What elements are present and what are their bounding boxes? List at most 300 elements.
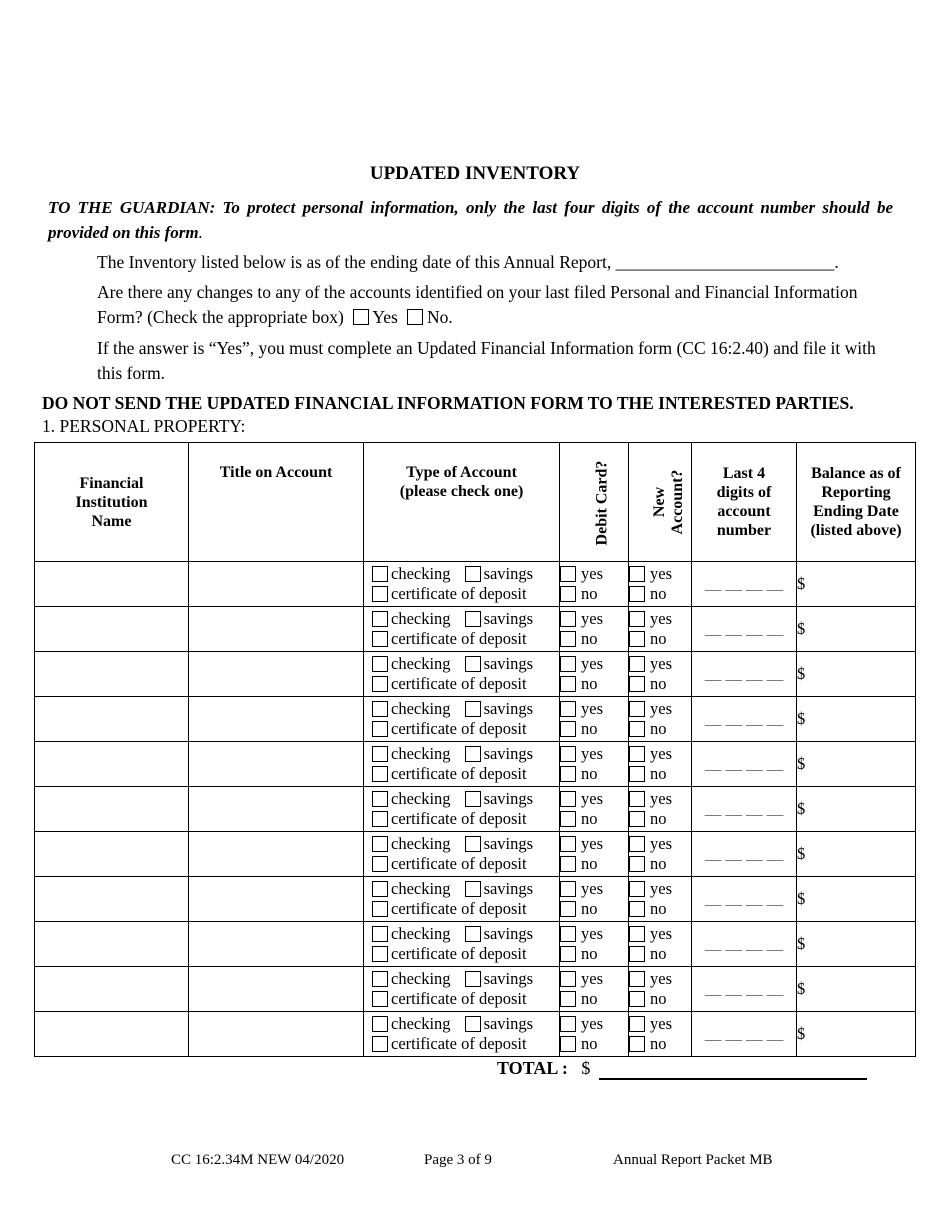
type-line-2 [364, 899, 559, 919]
type-line-1 [364, 609, 559, 629]
title-cell[interactable] [189, 922, 364, 967]
type-line-2 [364, 674, 559, 694]
new-yes-label: yes [650, 564, 672, 583]
new-account-cell [629, 562, 692, 607]
savings-label: savings [483, 1014, 534, 1033]
checking-label: checking [391, 1014, 451, 1033]
last4-cell[interactable]: __ __ __ __ [692, 1012, 797, 1057]
debit-no-label: no [581, 944, 598, 963]
new-no-label: no [650, 584, 667, 603]
new-no-label: no [650, 719, 667, 738]
new-no-checkbox[interactable] [629, 586, 645, 602]
last4-cell[interactable]: __ __ __ __ [692, 697, 797, 742]
checking-label: checking [391, 744, 451, 763]
savings-checkbox[interactable] [465, 611, 481, 627]
debit-no-label: no [581, 629, 598, 648]
cd-label: certificate of deposit [391, 764, 527, 783]
new-no-checkbox[interactable] [629, 811, 645, 827]
type-cell [364, 922, 560, 967]
new-account-cell [629, 607, 692, 652]
new-yes-checkbox[interactable] [629, 926, 645, 942]
type-line-1 [364, 789, 559, 809]
header-new [629, 443, 692, 562]
type-line-2 [364, 854, 559, 874]
new-no-label: no [650, 944, 667, 963]
institution-cell[interactable] [35, 877, 189, 922]
type-cell [364, 877, 560, 922]
checking-checkbox[interactable] [372, 611, 388, 627]
cd-checkbox[interactable] [372, 766, 388, 782]
debit-no-checkbox[interactable] [560, 856, 576, 872]
header-type-label: Type of Account (please check one) [399, 464, 524, 500]
page-title: UPDATED INVENTORY [369, 163, 581, 184]
inventory-statement: The Inventory listed below is as of the ending date of this Annual Report, _________________________. [97, 252, 839, 272]
header-last4-label: Last 4 digits of account number [716, 465, 772, 539]
checking-checkbox[interactable] [372, 971, 388, 987]
type-line-2 [364, 1034, 559, 1054]
new-yes-checkbox[interactable] [629, 701, 645, 717]
checking-label: checking [391, 969, 451, 988]
institution-cell[interactable] [35, 607, 189, 652]
debit-no-checkbox[interactable] [560, 991, 576, 1007]
type-line-2 [364, 809, 559, 829]
type-cell [364, 832, 560, 877]
table-row [35, 787, 916, 832]
debit-yes-checkbox[interactable] [560, 926, 576, 942]
new-no-label: no [650, 674, 667, 693]
new-yes-checkbox[interactable] [629, 566, 645, 582]
debit-card-cell [560, 1012, 629, 1057]
cd-checkbox[interactable] [372, 631, 388, 647]
last4-cell[interactable]: __ __ __ __ [692, 742, 797, 787]
savings-checkbox[interactable] [465, 791, 481, 807]
checking-checkbox[interactable] [372, 1016, 388, 1032]
debit-yes-label: yes [581, 834, 603, 853]
type-line-2 [364, 764, 559, 784]
balance-cell[interactable]: $ [797, 652, 916, 697]
cd-label: certificate of deposit [391, 989, 527, 1008]
guardian-note-period: . [198, 223, 203, 242]
checking-label: checking [391, 564, 451, 583]
table-row [35, 877, 916, 922]
balance-cell[interactable]: $ [797, 742, 916, 787]
cd-checkbox[interactable] [372, 586, 388, 602]
balance-cell[interactable]: $ [797, 697, 916, 742]
debit-yes-checkbox[interactable] [560, 746, 576, 762]
debit-no-checkbox[interactable] [560, 721, 576, 737]
debit-no-checkbox[interactable] [560, 811, 576, 827]
savings-label: savings [483, 744, 534, 763]
cd-label: certificate of deposit [391, 854, 527, 873]
checking-checkbox[interactable] [372, 791, 388, 807]
table-row [35, 562, 916, 607]
table-row [35, 652, 916, 697]
new-yes-label: yes [650, 834, 672, 853]
last4-cell[interactable]: __ __ __ __ [692, 922, 797, 967]
last4-cell[interactable]: __ __ __ __ [692, 787, 797, 832]
checking-checkbox[interactable] [372, 926, 388, 942]
debit-yes-label: yes [581, 924, 603, 943]
new-no-checkbox[interactable] [629, 676, 645, 692]
header-institution [35, 443, 189, 562]
table-row [35, 922, 916, 967]
new-no-checkbox[interactable] [629, 946, 645, 962]
table-header-row [35, 443, 916, 562]
checking-label: checking [391, 654, 451, 673]
new-yes-label: yes [650, 699, 672, 718]
new-account-cell [629, 967, 692, 1012]
balance-cell[interactable]: $ [797, 832, 916, 877]
new-no-label: no [650, 764, 667, 783]
header-institution-label: Financial Institution Name [75, 474, 148, 530]
institution-cell[interactable] [35, 652, 189, 697]
savings-label: savings [483, 924, 534, 943]
new-yes-label: yes [650, 609, 672, 628]
debit-yes-label: yes [581, 969, 603, 988]
last4-cell[interactable]: __ __ __ __ [692, 967, 797, 1012]
savings-label: savings [483, 969, 534, 988]
answer-yes-instruction: If the answer is “Yes”, you must complete an Updated Financial Information form (CC 16:2.40) and file it with this form. [97, 338, 876, 383]
checking-checkbox[interactable] [372, 881, 388, 897]
new-yes-checkbox[interactable] [629, 791, 645, 807]
debit-yes-label: yes [581, 654, 603, 673]
debit-no-checkbox[interactable] [560, 766, 576, 782]
new-yes-label: yes [650, 789, 672, 808]
new-yes-checkbox[interactable] [629, 656, 645, 672]
institution-cell[interactable] [35, 832, 189, 877]
title-cell[interactable] [189, 697, 364, 742]
header-last4 [692, 443, 797, 562]
checking-checkbox[interactable] [372, 836, 388, 852]
new-yes-label: yes [650, 969, 672, 988]
last4-cell[interactable]: __ __ __ __ [692, 652, 797, 697]
debit-yes-label: yes [581, 1014, 603, 1033]
new-no-checkbox[interactable] [629, 721, 645, 737]
checking-label: checking [391, 699, 451, 718]
savings-label: savings [483, 564, 534, 583]
cd-checkbox[interactable] [372, 721, 388, 737]
title-cell[interactable] [189, 787, 364, 832]
new-no-checkbox[interactable] [629, 856, 645, 872]
checking-label: checking [391, 834, 451, 853]
savings-checkbox[interactable] [465, 971, 481, 987]
institution-cell[interactable] [35, 562, 189, 607]
type-cell [364, 697, 560, 742]
table-row [35, 607, 916, 652]
institution-cell[interactable] [35, 787, 189, 832]
type-cell [364, 742, 560, 787]
new-account-cell [629, 877, 692, 922]
new-no-label: no [650, 809, 667, 828]
debit-card-cell [560, 967, 629, 1012]
type-line-1 [364, 879, 559, 899]
debit-no-checkbox[interactable] [560, 631, 576, 647]
changes-yes-label: Yes [372, 307, 398, 327]
balance-cell[interactable]: $ [797, 922, 916, 967]
debit-yes-checkbox[interactable] [560, 701, 576, 717]
new-no-checkbox[interactable] [629, 1036, 645, 1052]
new-no-label: no [650, 854, 667, 873]
new-yes-checkbox[interactable] [629, 746, 645, 762]
debit-no-label: no [581, 674, 598, 693]
debit-yes-label: yes [581, 564, 603, 583]
debit-card-cell [560, 697, 629, 742]
type-line-1 [364, 834, 559, 854]
title-cell[interactable] [189, 562, 364, 607]
debit-no-label: no [581, 989, 598, 1008]
type-line-1 [364, 969, 559, 989]
debit-yes-label: yes [581, 744, 603, 763]
balance-cell[interactable]: $ [797, 607, 916, 652]
header-new-label: New Account? [651, 469, 686, 535]
total-input[interactable] [599, 1060, 867, 1080]
table-row [35, 967, 916, 1012]
header-type [364, 443, 560, 562]
cd-label: certificate of deposit [391, 584, 527, 603]
debit-no-label: no [581, 584, 598, 603]
new-account-cell [629, 697, 692, 742]
title-cell[interactable] [189, 832, 364, 877]
savings-checkbox[interactable] [465, 656, 481, 672]
type-line-2 [364, 629, 559, 649]
table-row [35, 697, 916, 742]
new-no-checkbox[interactable] [629, 631, 645, 647]
new-yes-checkbox[interactable] [629, 611, 645, 627]
savings-checkbox[interactable] [465, 1016, 481, 1032]
debit-yes-checkbox[interactable] [560, 611, 576, 627]
debit-no-checkbox[interactable] [560, 676, 576, 692]
debit-yes-checkbox[interactable] [560, 836, 576, 852]
checking-label: checking [391, 609, 451, 628]
footer-form-number: CC 16:2.34M NEW 04/2020 [171, 1152, 345, 1168]
cd-checkbox[interactable] [372, 901, 388, 917]
type-line-2 [364, 944, 559, 964]
savings-label: savings [483, 834, 534, 853]
debit-yes-checkbox[interactable] [560, 1016, 576, 1032]
checking-label: checking [391, 879, 451, 898]
title-cell[interactable] [189, 607, 364, 652]
balance-cell[interactable]: $ [797, 787, 916, 832]
title-cell[interactable] [189, 967, 364, 1012]
debit-no-checkbox[interactable] [560, 901, 576, 917]
new-account-cell [629, 832, 692, 877]
type-line-1 [364, 744, 559, 764]
debit-card-cell [560, 742, 629, 787]
balance-cell[interactable]: $ [797, 877, 916, 922]
debit-no-label: no [581, 899, 598, 918]
debit-yes-label: yes [581, 879, 603, 898]
footer-packet-name: Annual Report Packet MB [613, 1152, 773, 1168]
type-line-1 [364, 699, 559, 719]
institution-cell[interactable] [35, 1012, 189, 1057]
header-balance [797, 443, 916, 562]
new-no-checkbox[interactable] [629, 991, 645, 1007]
balance-cell[interactable]: $ [797, 1012, 916, 1057]
debit-yes-checkbox[interactable] [560, 566, 576, 582]
debit-yes-label: yes [581, 699, 603, 718]
new-yes-checkbox[interactable] [629, 1016, 645, 1032]
changes-yes-checkbox[interactable] [353, 309, 369, 325]
table-row [35, 832, 916, 877]
type-cell [364, 652, 560, 697]
savings-label: savings [483, 654, 534, 673]
title-cell[interactable] [189, 877, 364, 922]
debit-no-label: no [581, 854, 598, 873]
header-debit [560, 443, 629, 562]
type-line-1 [364, 654, 559, 674]
cd-label: certificate of deposit [391, 629, 527, 648]
checking-checkbox[interactable] [372, 566, 388, 582]
total-label: TOTAL : [497, 1058, 568, 1078]
new-no-checkbox[interactable] [629, 766, 645, 782]
debit-no-checkbox[interactable] [560, 1036, 576, 1052]
debit-no-label: no [581, 1034, 598, 1053]
new-yes-label: yes [650, 744, 672, 763]
inventory-table [34, 442, 916, 1057]
savings-label: savings [483, 609, 534, 628]
new-no-checkbox[interactable] [629, 901, 645, 917]
new-no-label: no [650, 899, 667, 918]
institution-cell[interactable] [35, 697, 189, 742]
cd-checkbox[interactable] [372, 991, 388, 1007]
debit-card-cell [560, 922, 629, 967]
savings-checkbox[interactable] [465, 926, 481, 942]
savings-checkbox[interactable] [465, 566, 481, 582]
new-no-label: no [650, 989, 667, 1008]
type-line-1 [364, 924, 559, 944]
type-line-1 [364, 564, 559, 584]
header-title: Title on Account [189, 443, 364, 562]
section-label: 1. PERSONAL PROPERTY: [42, 416, 246, 436]
last4-cell[interactable]: __ __ __ __ [692, 832, 797, 877]
debit-card-cell [560, 652, 629, 697]
total-dollar: $ [581, 1058, 591, 1078]
checking-checkbox[interactable] [372, 746, 388, 762]
savings-label: savings [483, 879, 534, 898]
cd-checkbox[interactable] [372, 811, 388, 827]
new-yes-label: yes [650, 654, 672, 673]
debit-yes-checkbox[interactable] [560, 971, 576, 987]
type-cell [364, 1012, 560, 1057]
debit-no-label: no [581, 719, 598, 738]
checking-label: checking [391, 789, 451, 808]
debit-no-checkbox[interactable] [560, 586, 576, 602]
guardian-note-text: TO THE GUARDIAN: To protect personal information, only the last four digits of the account number should be provided on this form [48, 198, 893, 242]
type-line-1 [364, 1014, 559, 1034]
title-cell[interactable] [189, 652, 364, 697]
debit-no-label: no [581, 809, 598, 828]
new-account-cell [629, 1012, 692, 1057]
balance-cell[interactable]: $ [797, 967, 916, 1012]
last4-cell[interactable]: __ __ __ __ [692, 877, 797, 922]
type-line-2 [364, 719, 559, 739]
institution-cell[interactable] [35, 967, 189, 1012]
new-yes-checkbox[interactable] [629, 971, 645, 987]
checking-label: checking [391, 924, 451, 943]
type-cell [364, 967, 560, 1012]
cd-label: certificate of deposit [391, 899, 527, 918]
cd-label: certificate of deposit [391, 944, 527, 963]
debit-card-cell [560, 877, 629, 922]
cd-label: certificate of deposit [391, 674, 527, 693]
debit-card-cell [560, 562, 629, 607]
savings-label: savings [483, 789, 534, 808]
new-account-cell [629, 742, 692, 787]
cd-checkbox[interactable] [372, 946, 388, 962]
type-cell [364, 787, 560, 832]
type-line-2 [364, 989, 559, 1009]
type-cell [364, 607, 560, 652]
checking-checkbox[interactable] [372, 701, 388, 717]
title-cell[interactable] [189, 742, 364, 787]
savings-checkbox[interactable] [465, 746, 481, 762]
debit-yes-label: yes [581, 609, 603, 628]
debit-card-cell [560, 607, 629, 652]
title-cell[interactable] [189, 1012, 364, 1057]
new-yes-label: yes [650, 924, 672, 943]
new-no-label: no [650, 629, 667, 648]
institution-cell[interactable] [35, 742, 189, 787]
new-account-cell [629, 787, 692, 832]
new-account-cell [629, 652, 692, 697]
cd-checkbox[interactable] [372, 1036, 388, 1052]
new-yes-label: yes [650, 1014, 672, 1033]
last4-cell[interactable]: __ __ __ __ [692, 562, 797, 607]
debit-yes-label: yes [581, 789, 603, 808]
savings-checkbox[interactable] [465, 701, 481, 717]
changes-no-label: No. [426, 307, 453, 327]
savings-label: savings [483, 699, 534, 718]
cd-checkbox[interactable] [372, 676, 388, 692]
type-line-2 [364, 584, 559, 604]
debit-card-cell [560, 832, 629, 877]
table-row [35, 1012, 916, 1057]
checking-checkbox[interactable] [372, 656, 388, 672]
last4-cell[interactable]: __ __ __ __ [692, 607, 797, 652]
cd-label: certificate of deposit [391, 1034, 527, 1053]
debit-no-label: no [581, 764, 598, 783]
debit-yes-checkbox[interactable] [560, 881, 576, 897]
balance-cell[interactable]: $ [797, 562, 916, 607]
changes-no-checkbox[interactable] [407, 309, 423, 325]
new-no-label: no [650, 1034, 667, 1053]
debit-yes-checkbox[interactable] [560, 791, 576, 807]
guardian-note [48, 195, 893, 245]
savings-checkbox[interactable] [465, 836, 481, 852]
warning-text: DO NOT SEND THE UPDATED FINANCIAL INFORMATION FORM TO THE INTERESTED PARTIES. [42, 393, 854, 413]
table-row [35, 742, 916, 787]
new-yes-checkbox[interactable] [629, 836, 645, 852]
debit-card-cell [560, 787, 629, 832]
cd-label: certificate of deposit [391, 719, 527, 738]
debit-yes-checkbox[interactable] [560, 656, 576, 672]
savings-checkbox[interactable] [465, 881, 481, 897]
institution-cell[interactable] [35, 922, 189, 967]
changes-question-text: Are there any changes to any of the accounts identified on your last filed Personal and Financial Information Form? (Check the appropriate box) [97, 282, 858, 327]
cd-checkbox[interactable] [372, 856, 388, 872]
new-yes-checkbox[interactable] [629, 881, 645, 897]
header-balance-label: Balance as of Reporting Ending Date (listed above) [810, 465, 902, 539]
type-cell [364, 562, 560, 607]
total-line [497, 1058, 867, 1080]
footer-page-number: Page 3 of 9 [424, 1152, 492, 1168]
new-account-cell [629, 922, 692, 967]
cd-label: certificate of deposit [391, 809, 527, 828]
debit-no-checkbox[interactable] [560, 946, 576, 962]
new-yes-label: yes [650, 879, 672, 898]
header-debit-label: Debit Card? [593, 460, 611, 545]
changes-question [97, 280, 897, 330]
